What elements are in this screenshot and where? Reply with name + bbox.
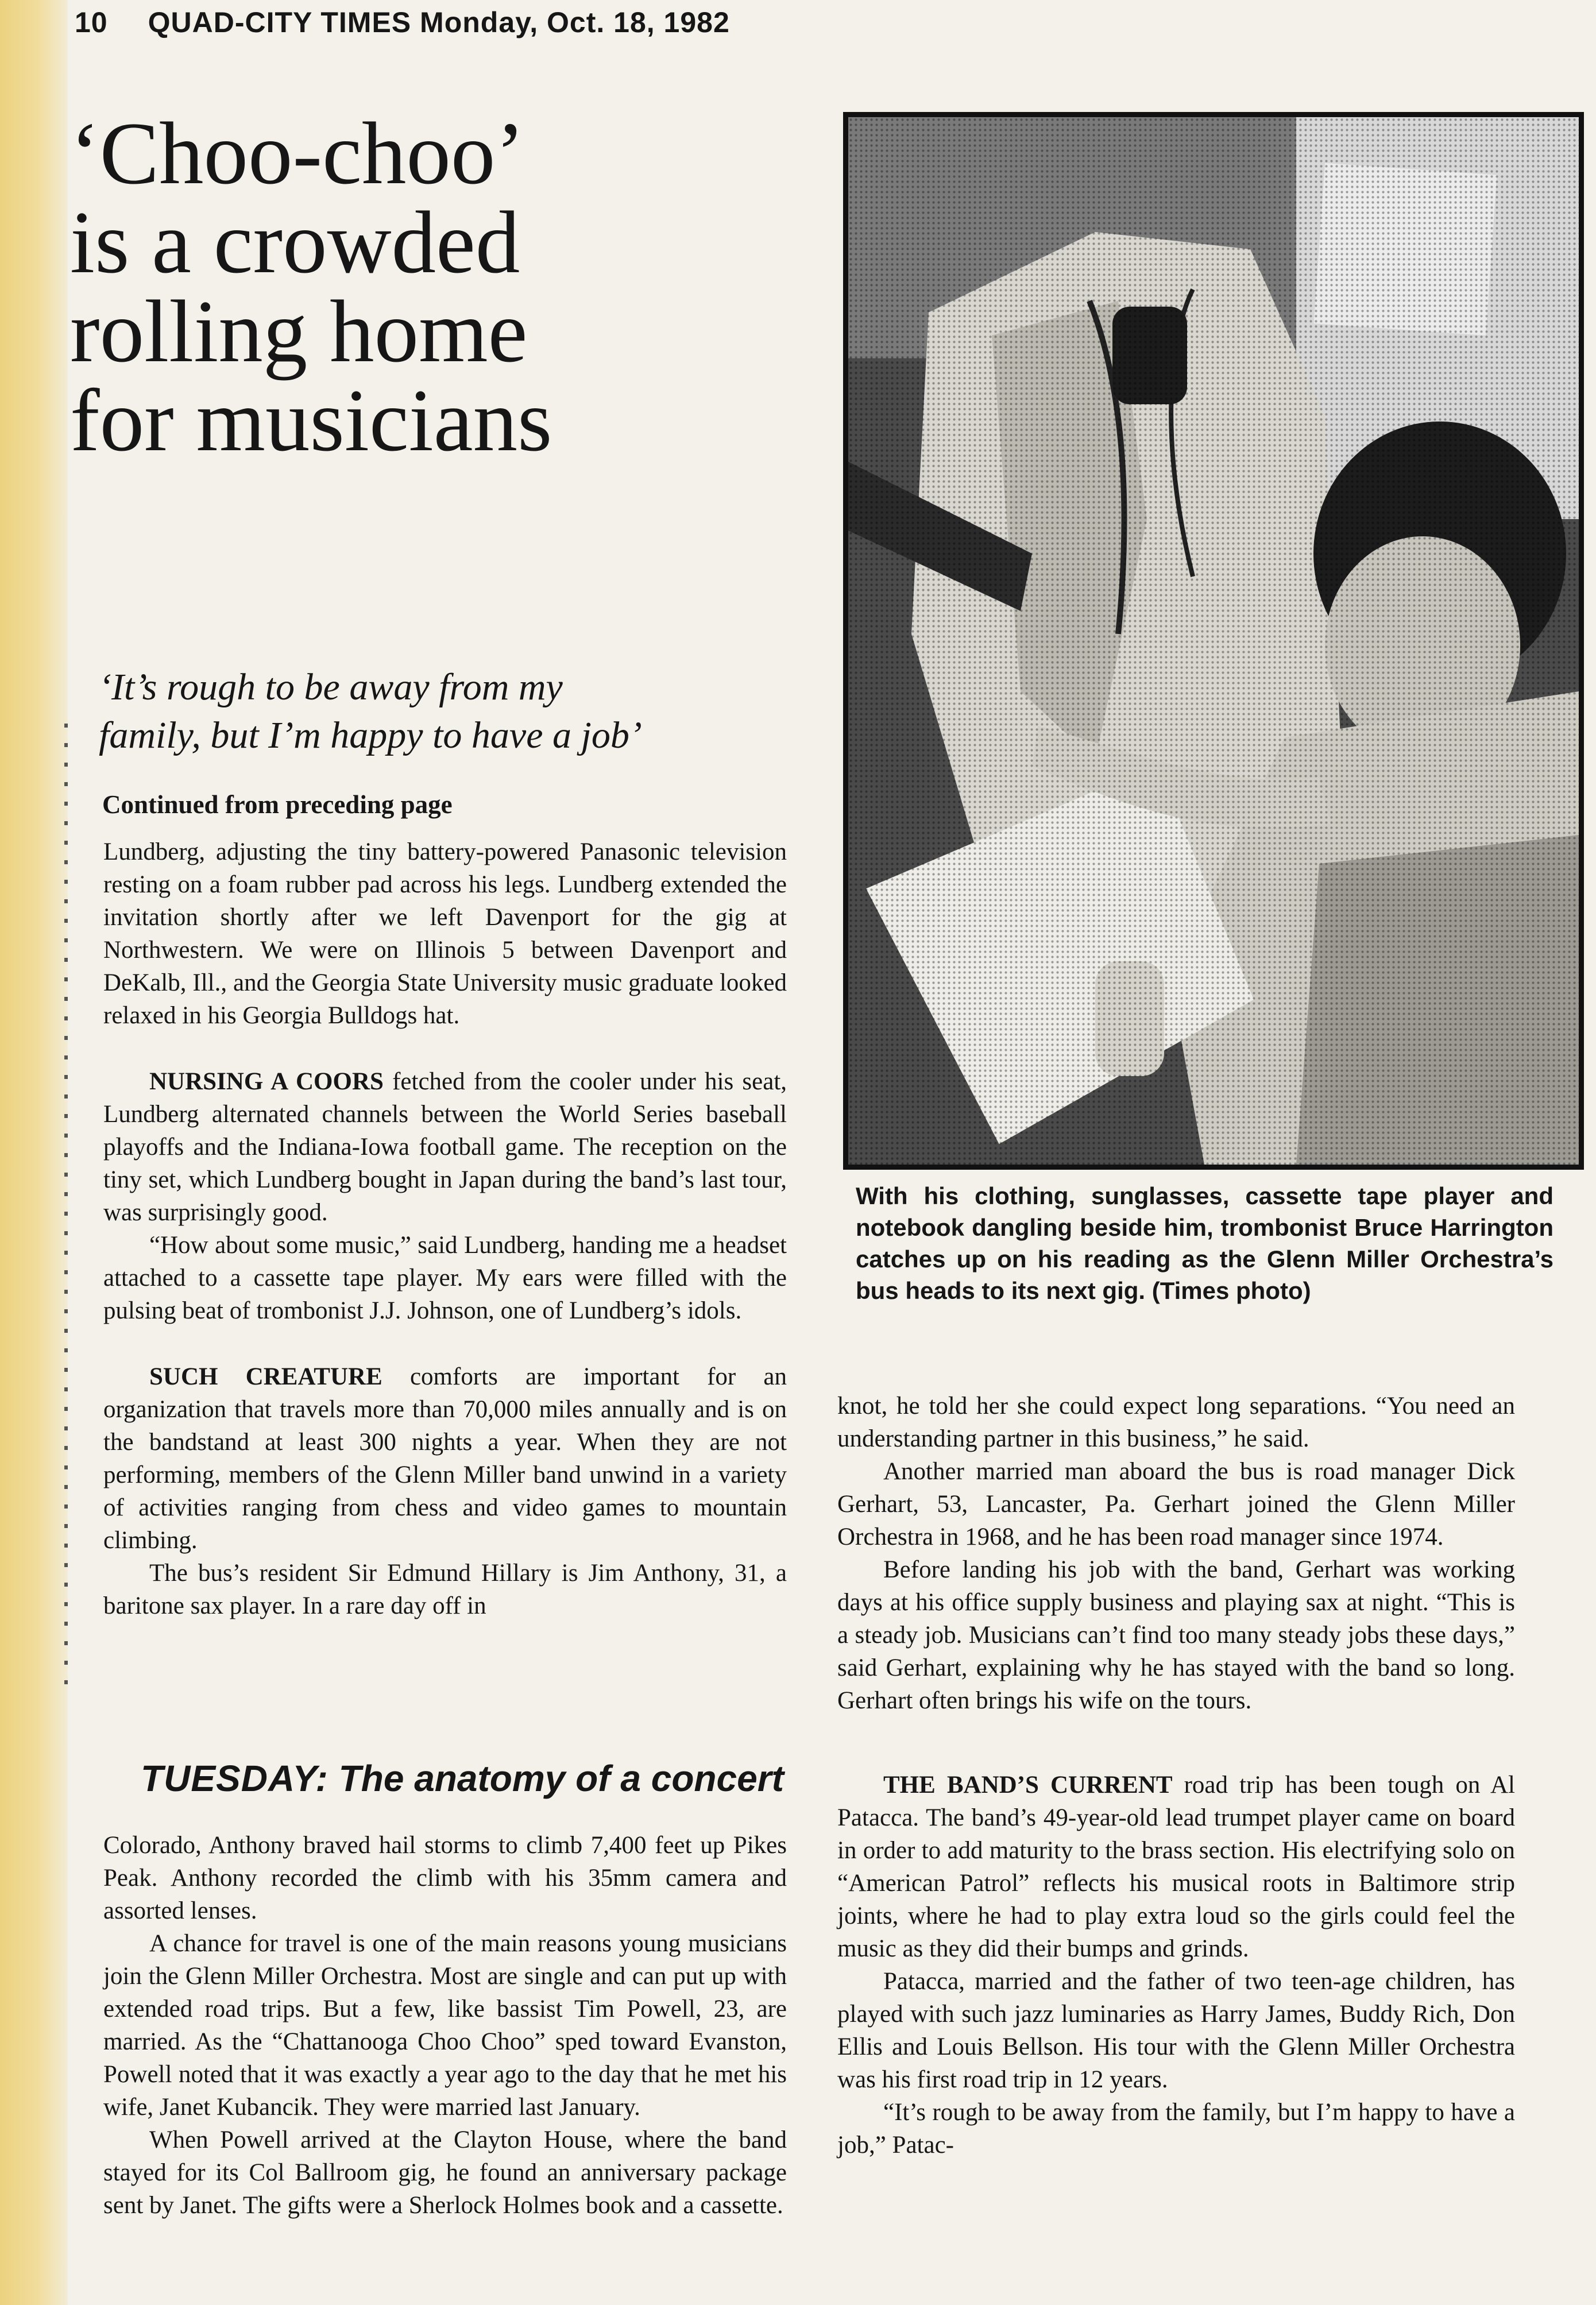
masthead — [75, 6, 730, 39]
paragraph: A chance for travel is one of the main reasons young musicians join the Glenn Miller Orchestra. Most are single and can put up with extended road trips. But a few, like bassist Tim Powell, 23, are married. As the “Chattanooga Choo Choo” sped toward Evanston, Powell noted that it was exactly a year ago to the day that he met his wife, Janet Kubancik. They were married last January. — [103, 1930, 787, 2121]
paragraph: Another married man aboard the bus is road manager Dick Gerhart, 53, Lancaster, Pa. Gerhart joined the Glenn Miller Orchestra in 1968, and he has been road manager since 1974. — [837, 1458, 1515, 1550]
news-photo — [843, 112, 1584, 1170]
publication-date: QUAD-CITY TIMES Monday, Oct. 18, 1982 — [148, 6, 730, 38]
section-heading-title: The anatomy of a concert — [328, 1758, 784, 1799]
paragraph: Before landing his job with the band, Gerhart was working days at his office supply business and playing sax at night. “This is a steady job. Musicians can’t find too many steady jobs these days,” said Gerhart, explaining why he has stayed with the band so long. Gerhart often brings his wife on the tours. — [837, 1556, 1515, 1714]
headline-line: ‘Choo-choo’ — [70, 104, 525, 203]
page-edge — [0, 0, 68, 2305]
paragraph-lead: NURSING A COORS — [149, 1068, 384, 1095]
paragraph-lead: THE BAND’S CURRENT — [883, 1772, 1173, 1799]
headline-line: rolling home — [70, 282, 528, 381]
deck-line: ‘It’s rough to be away from my — [99, 666, 563, 708]
headline-line: for musicians — [70, 371, 552, 470]
paragraph: “It’s rough to be away from the family, but I’m happy to have a job,” Patac- — [837, 2099, 1515, 2159]
right-column — [837, 1390, 1515, 2161]
headline — [70, 104, 817, 470]
deck-quote — [99, 663, 834, 760]
page-perforation — [64, 724, 68, 1700]
paragraph: The bus’s resident Sir Edmund Hillary is Jim Anthony, 31, a baritone sax player. In a rare day off in — [103, 1560, 787, 1619]
paragraph: THE BAND’S CURRENT road trip has been tough on Al Patacca. The band’s 49-year-old lead trumpet player came on board in order to add maturity to the brass section. His electrifying solo on “American Patrol” reflects his musical roots in Baltimore strip joints, where he had to play extra loud so the girls could feel the music as they did their bumps and grinds. — [837, 1772, 1515, 1962]
paragraph: “How about some music,” said Lundberg, handing me a headset attached to a cassette tape player. My ears were filled with the pulsing beat of trombonist J.J. Johnson, one of Lundberg’s idols. — [103, 1232, 787, 1324]
section-heading — [141, 1757, 784, 1800]
headline-line: is a crowded — [70, 193, 520, 292]
deck-line: family, but I’m happy to have a job’ — [99, 714, 642, 756]
paragraph: knot, he told her she could expect long separations. “You need an understanding partner in this business,” he said. — [837, 1393, 1515, 1452]
paragraph: SUCH CREATURE comforts are important for an organization that travels more than 70,000 miles annually and is on the bandstand at least 300 nights a year. When they are not performing, members of the Glenn Miller band unwind in a variety of activities ranging from chess and video games to mountain climbing. — [103, 1363, 787, 1554]
paragraph: Lundberg, adjusting the tiny battery-powered Panasonic television resting on a foam rubber pad across his legs. Lundberg extended the invitation shortly after we left Davenport for the gig at Northwestern. We were on Illinois 5 between Davenport and DeKalb, Ill., and the Georgia State University music graduate looked relaxed in his Georgia Bulldogs hat. — [103, 838, 787, 1029]
paragraph: When Powell arrived at the Clayton House, where the band stayed for its Col Ballroom gig, he found an anniversary package sent by Janet. The gifts were a Sherlock Holmes book and a cassette. — [103, 2126, 787, 2219]
section-heading-day: TUESDAY: — [141, 1758, 329, 1799]
paragraph: Colorado, Anthony braved hail storms to climb 7,400 feet up Pikes Peak. Anthony recorded the climb with his 35mm camera and assorted lenses. — [103, 1832, 787, 1924]
photo-caption: With his clothing, sunglasses, cassette tape player and notebook dangling beside him, trombonist Bruce Harrington catches up on his reading as the Glenn Miller Orchestra’s bus heads to its next gig. (Times photo) — [856, 1182, 1554, 1304]
continued-label: Continued from preceding page — [102, 790, 453, 819]
photo-image — [848, 117, 1579, 1165]
left-column-upper — [103, 836, 787, 1622]
paragraph-lead: SUCH CREATURE — [149, 1363, 382, 1390]
page-number: 10 — [75, 6, 108, 38]
left-column-lower — [103, 1829, 787, 2222]
paragraph: NURSING A COORS fetched from the cooler under his seat, Lundberg alternated channels between the World Series baseball playoffs and the Indiana-Iowa football game. The reception on the tiny set, which Lundberg bought in Japan during the band’s last tour, was surprisingly good. — [103, 1068, 787, 1226]
paragraph: Patacca, married and the father of two teen-age children, has played with such jazz luminaries as Harry James, Buddy Rich, Don Ellis and Louis Bellson. His tour with the Glenn Miller Orchestra was his first road trip in 12 years. — [837, 1968, 1515, 2093]
